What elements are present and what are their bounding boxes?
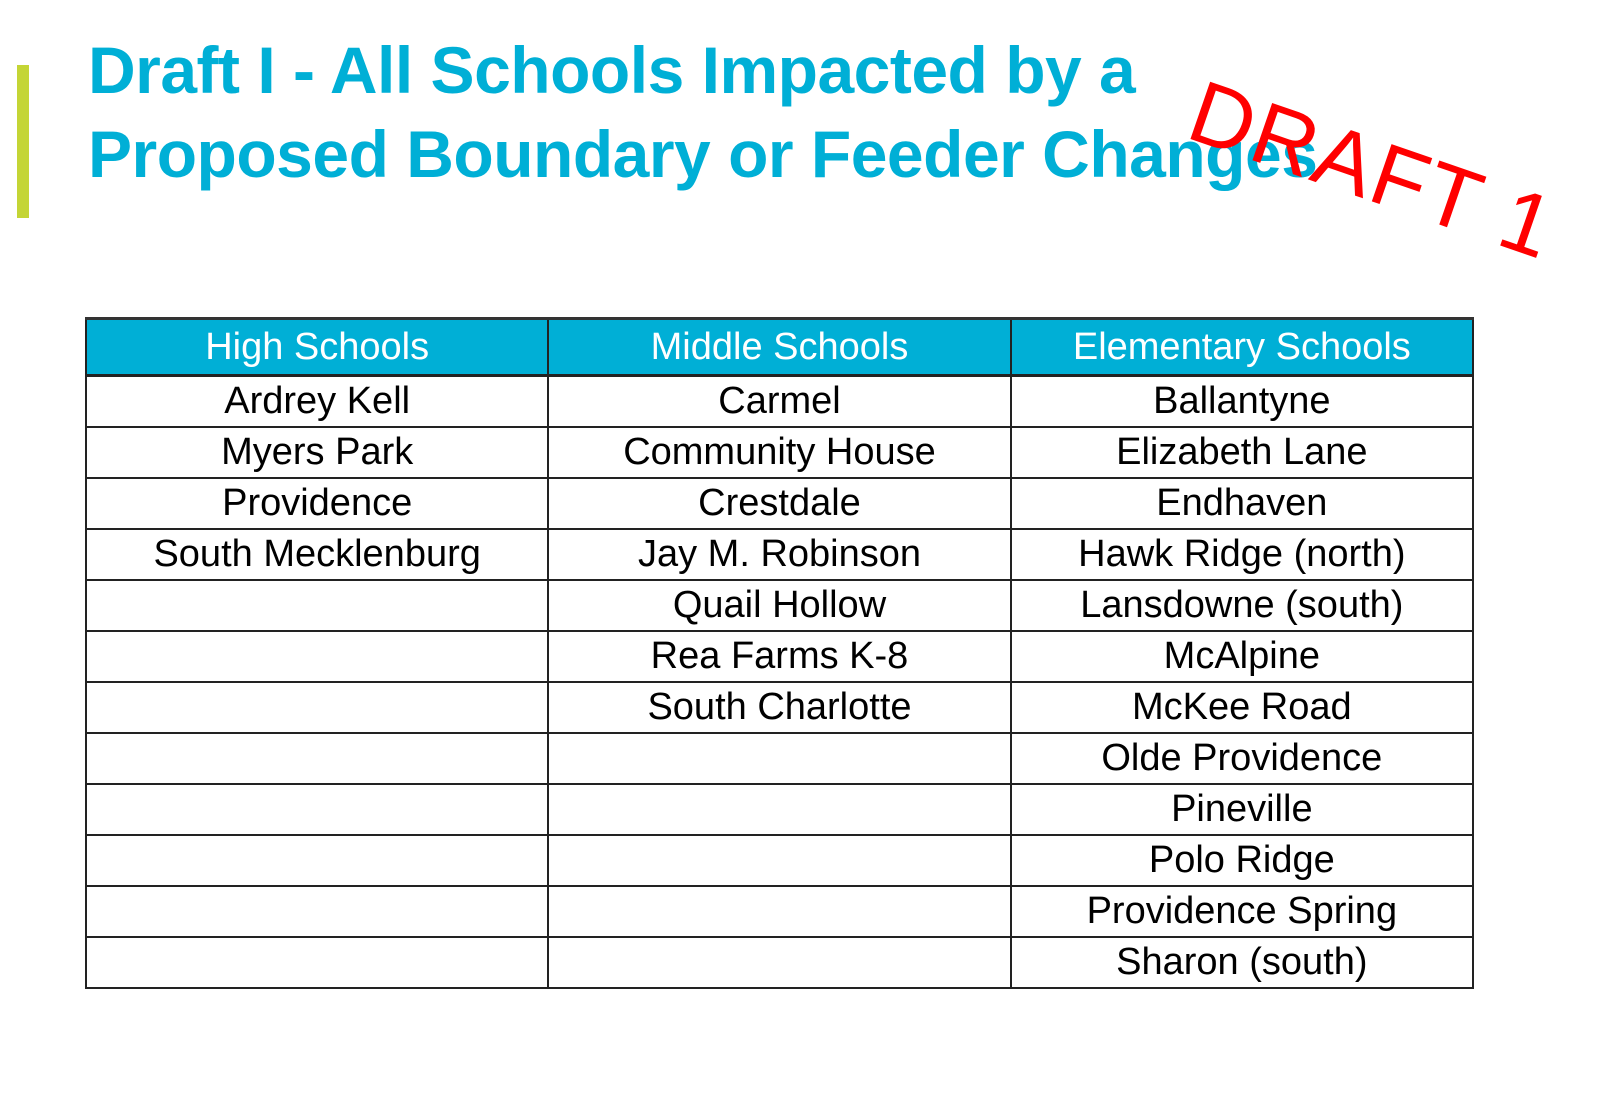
middle-school-cell: Rea Farms K-8 xyxy=(548,631,1010,682)
accent-bar xyxy=(17,65,29,218)
table-row xyxy=(86,376,1473,428)
middle-school-cell xyxy=(548,886,1010,937)
elementary-school-cell: McAlpine xyxy=(1011,631,1473,682)
header-middle-schools: Middle Schools xyxy=(548,319,1010,376)
middle-school-cell: Jay M. Robinson xyxy=(548,529,1010,580)
elementary-school-cell: McKee Road xyxy=(1011,682,1473,733)
high-school-cell xyxy=(86,631,548,682)
table-row xyxy=(86,529,1473,580)
middle-school-cell: Community House xyxy=(548,427,1010,478)
elementary-school-cell: Sharon (south) xyxy=(1011,937,1473,988)
high-school-cell: Providence xyxy=(86,478,548,529)
draft-stamp: DRAFT 1 xyxy=(1177,60,1569,278)
elementary-school-cell: Providence Spring xyxy=(1011,886,1473,937)
middle-school-cell: Quail Hollow xyxy=(548,580,1010,631)
middle-school-cell: Crestdale xyxy=(548,478,1010,529)
high-school-cell xyxy=(86,784,548,835)
table-row xyxy=(86,682,1473,733)
high-school-cell: Ardrey Kell xyxy=(86,376,548,428)
title-line-1: Draft I - All Schools Impacted by a xyxy=(88,33,1136,107)
high-school-cell: Myers Park xyxy=(86,427,548,478)
elementary-school-cell: Ballantyne xyxy=(1011,376,1473,428)
middle-school-cell xyxy=(548,937,1010,988)
table-row xyxy=(86,733,1473,784)
elementary-school-cell: Pineville xyxy=(1011,784,1473,835)
page-title xyxy=(88,28,1317,196)
schools-table xyxy=(85,317,1474,989)
elementary-school-cell: Elizabeth Lane xyxy=(1011,427,1473,478)
table-row xyxy=(86,886,1473,937)
table-row xyxy=(86,580,1473,631)
elementary-school-cell: Olde Providence xyxy=(1011,733,1473,784)
table-row xyxy=(86,478,1473,529)
middle-school-cell: South Charlotte xyxy=(548,682,1010,733)
high-school-cell: South Mecklenburg xyxy=(86,529,548,580)
high-school-cell xyxy=(86,580,548,631)
elementary-school-cell: Polo Ridge xyxy=(1011,835,1473,886)
middle-school-cell xyxy=(548,784,1010,835)
high-school-cell xyxy=(86,682,548,733)
table-header-row xyxy=(86,319,1473,376)
high-school-cell xyxy=(86,835,548,886)
middle-school-cell xyxy=(548,835,1010,886)
high-school-cell xyxy=(86,733,548,784)
table-row xyxy=(86,835,1473,886)
high-school-cell xyxy=(86,937,548,988)
elementary-school-cell: Endhaven xyxy=(1011,478,1473,529)
header-high-schools: High Schools xyxy=(86,319,548,376)
middle-school-cell xyxy=(548,733,1010,784)
title-line-2: Proposed Boundary or Feeder Changes xyxy=(88,117,1318,191)
elementary-school-cell: Lansdowne (south) xyxy=(1011,580,1473,631)
table-row xyxy=(86,937,1473,988)
elementary-school-cell: Hawk Ridge (north) xyxy=(1011,529,1473,580)
table-row xyxy=(86,631,1473,682)
table-row xyxy=(86,427,1473,478)
high-school-cell xyxy=(86,886,548,937)
header-elementary-schools: Elementary Schools xyxy=(1011,319,1473,376)
middle-school-cell: Carmel xyxy=(548,376,1010,428)
table-row xyxy=(86,784,1473,835)
